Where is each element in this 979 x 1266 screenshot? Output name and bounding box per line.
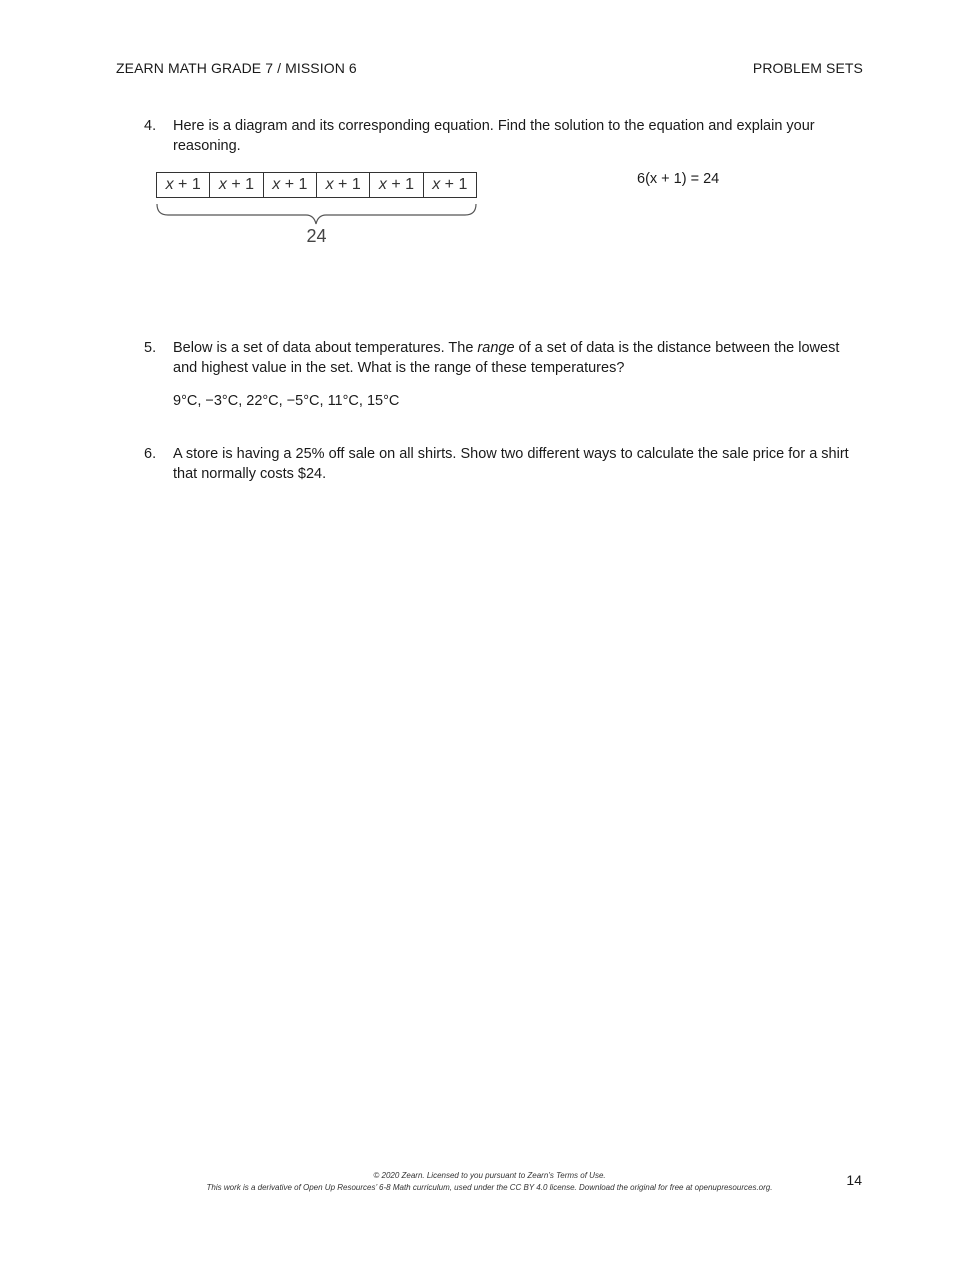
variable-x: x <box>325 176 334 193</box>
header-title: ZEARN MATH GRADE 7 / MISSION 6 <box>116 60 357 76</box>
variable-x: x <box>165 176 174 193</box>
tape-segment: x + 1 <box>370 173 423 197</box>
equation: 6(x + 1) = 24 <box>637 171 720 187</box>
tape-row <box>156 172 477 198</box>
problem-4 <box>144 116 864 156</box>
footer-copyright: © 2020 Zearn. Licensed to you pursuant to Zearn’s Terms of Use. <box>373 1171 606 1180</box>
problem-text: Here is a diagram and its corresponding equation. Find the solution to the equation and explain your reasoning. <box>173 118 815 154</box>
header-section: PROBLEM SETS <box>752 60 863 76</box>
tape-segment: x + 1 <box>432 176 468 193</box>
variable-x: x <box>432 176 441 193</box>
tape-segment: x + 1 <box>210 173 263 197</box>
tape-segment: x + 1 <box>264 173 317 197</box>
problem-5 <box>144 338 864 378</box>
problem-number: 4. <box>144 118 157 134</box>
text-part: Below is a set of data about temperatures. The <box>173 340 478 356</box>
tape-segment: x + 1 <box>317 173 370 197</box>
problem-number: 6. <box>144 446 157 462</box>
problem-text: A store is having a 25% off sale on all shirts. Show two different ways to calculate the sale price for a shirt that normally costs $24. <box>173 446 849 482</box>
variable-x: x <box>218 176 227 193</box>
variable-x: x <box>378 176 387 193</box>
curly-brace-icon <box>156 202 478 226</box>
problem-6 <box>144 444 864 484</box>
page-number: 14 <box>846 1172 862 1188</box>
tape-segment: x + 1 <box>157 173 210 197</box>
text-emphasis: range <box>477 340 515 356</box>
footer-license: This work is a derivative of Open Up Resources’ 6-8 Math curriculum, used under the CC BY 4.0 license. Download the original for free at openupresources.org. <box>206 1183 773 1192</box>
temperature-list: 9°C, −3°C, 22°C, −5°C, 11°C, 15°C <box>173 393 400 409</box>
tape-total: 24 <box>306 226 327 246</box>
text-part: of a set of data is the distance between the lowest and highest value in the set. What is the range of these temperatures? <box>173 340 840 376</box>
variable-x: x <box>272 176 281 193</box>
problem-text <box>173 338 864 378</box>
problem-number: 5. <box>144 340 157 356</box>
